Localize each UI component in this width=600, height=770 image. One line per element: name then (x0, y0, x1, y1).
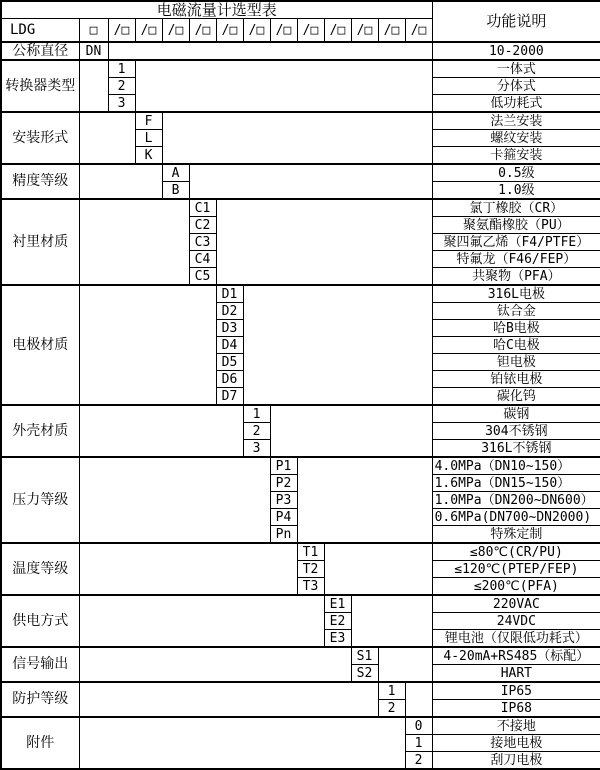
code-cell: C2 (189, 217, 216, 234)
function-cell: 铂铱电极 (432, 371, 600, 388)
option-row (1, 457, 600, 475)
code-cell: A (162, 164, 189, 182)
option-row (1, 543, 600, 561)
function-cell: 碳钢 (432, 405, 600, 423)
code-cell: E2 (324, 613, 351, 630)
option-group (1, 405, 600, 457)
function-cell: 0.5级 (432, 164, 600, 182)
left-spacer-cell (79, 285, 216, 405)
code-cell: 2 (108, 78, 135, 95)
code-cell: 2 (405, 752, 432, 770)
left-spacer-cell (79, 647, 351, 682)
code-cell: 0 (405, 717, 432, 735)
right-spacer-cell (405, 682, 432, 717)
function-cell: 220VAC (432, 595, 600, 613)
option-row (1, 285, 600, 303)
left-spacer-cell (79, 457, 270, 543)
option-group (1, 285, 600, 405)
option-group (1, 543, 600, 595)
left-spacer-cell (79, 199, 189, 285)
option-group (1, 199, 600, 285)
code-cell: 2 (378, 700, 405, 718)
code-cell: 3 (108, 95, 135, 113)
left-spacer-cell (79, 543, 297, 595)
code-slot-cell: /□ (270, 19, 297, 43)
category-label: 公称直径 (1, 42, 79, 60)
function-cell: 一体式 (432, 60, 600, 78)
code-cell: 1 (243, 405, 270, 423)
code-slot-cell: /□ (378, 19, 405, 43)
code-cell: T2 (297, 561, 324, 578)
function-cell: 卡箍安装 (432, 147, 600, 165)
function-cell: 共聚物（PFA） (432, 268, 600, 286)
code-cell: T3 (297, 578, 324, 596)
category-label: 衬里材质 (1, 199, 79, 285)
option-row (1, 60, 600, 78)
code-cell: C3 (189, 234, 216, 251)
function-cell: 接地电极 (432, 735, 600, 752)
code-cell: B (162, 182, 189, 200)
code-cell: P4 (270, 509, 297, 526)
code-cell: E1 (324, 595, 351, 613)
right-spacer-cell (270, 405, 432, 457)
function-cell: 刮刀电极 (432, 752, 600, 770)
code-cell: L (135, 130, 162, 147)
function-cell: 低功耗式 (432, 95, 600, 113)
function-cell: 螺纹安装 (432, 130, 600, 147)
table-title: 电磁流量计选型表 (1, 1, 432, 19)
code-cell: 2 (243, 423, 270, 440)
option-group (1, 60, 600, 112)
code-cell: D1 (216, 285, 243, 303)
right-spacer-cell (324, 543, 432, 595)
code-slot-cell: /□ (189, 19, 216, 43)
code-slot-cell: /□ (135, 19, 162, 43)
category-label: 安装形式 (1, 112, 79, 164)
function-cell: 碳化钨 (432, 388, 600, 406)
left-spacer-cell (79, 112, 135, 164)
function-cell: 聚四氟乙烯（F4/PTFE） (432, 234, 600, 251)
code-slot-cell: /□ (162, 19, 189, 43)
code-cell: 3 (243, 440, 270, 458)
function-cell: 法兰安装 (432, 112, 600, 130)
code-cell: Pn (270, 526, 297, 544)
code-cell: K (135, 147, 162, 165)
code-cell: D5 (216, 354, 243, 371)
code-cell: D4 (216, 337, 243, 354)
category-label: 压力等级 (1, 457, 79, 543)
code-cell: 1 (378, 682, 405, 700)
option-row (1, 42, 600, 60)
function-cell: 0.6MPa(DN700~DN2000) (432, 509, 600, 526)
option-group (1, 682, 600, 717)
category-label: 防护等级 (1, 682, 79, 717)
code-slot-cell: /□ (108, 19, 135, 43)
category-label: 信号输出 (1, 647, 79, 682)
code-slot-cell: /□ (324, 19, 351, 43)
left-spacer-cell (79, 682, 378, 717)
option-group (1, 595, 600, 647)
code-slot-cell: /□ (405, 19, 432, 43)
code-cell: C5 (189, 268, 216, 286)
function-cell: IP65 (432, 682, 600, 700)
code-cell: D3 (216, 320, 243, 337)
function-cell: 分体式 (432, 78, 600, 95)
function-cell: 钛合金 (432, 303, 600, 320)
code-cell: C4 (189, 251, 216, 268)
left-spacer-cell (79, 595, 324, 647)
function-cell: 4-20mA+RS485（标配） (432, 647, 600, 665)
option-group (1, 457, 600, 543)
code-slot-cell: /□ (243, 19, 270, 43)
code-cell: C1 (189, 199, 216, 217)
title-row (1, 1, 600, 19)
function-cell: 10-2000 (432, 42, 600, 60)
code-cell: S2 (351, 665, 378, 683)
function-column-header: 功能说明 (432, 1, 600, 42)
function-cell: 1.0级 (432, 182, 600, 200)
category-label: 电极材质 (1, 285, 79, 405)
option-group (1, 647, 600, 682)
right-spacer-cell (135, 60, 432, 112)
function-cell: 316L不锈钢 (432, 440, 600, 458)
function-cell: IP68 (432, 700, 600, 718)
function-cell: 特氟龙（F46/FEP） (432, 251, 600, 268)
right-spacer-cell (216, 199, 432, 285)
category-label: 外壳材质 (1, 405, 79, 457)
right-spacer-cell (189, 164, 432, 199)
option-row (1, 112, 600, 130)
category-label: 供电方式 (1, 595, 79, 647)
code-slot-cell: /□ (351, 19, 378, 43)
option-row (1, 164, 600, 182)
model-prefix-cell: LDG (1, 19, 79, 43)
function-cell: 316L电极 (432, 285, 600, 303)
function-cell: 1.0MPa（DN200~DN600） (432, 492, 600, 509)
code-cell: E3 (324, 630, 351, 648)
option-row (1, 647, 600, 665)
code-cell: P2 (270, 475, 297, 492)
left-spacer-cell (79, 405, 243, 457)
left-spacer-cell (79, 60, 108, 112)
function-cell: 哈B电极 (432, 320, 600, 337)
category-label: 温度等级 (1, 543, 79, 595)
category-label: 附件 (1, 717, 79, 769)
function-cell: 4.0MPa（DN10~150） (432, 457, 600, 475)
function-cell: ≤200℃(PFA) (432, 578, 600, 596)
function-cell: 锂电池（仅限低功耗式） (432, 630, 600, 648)
function-cell: 1.6MPa（DN15~150） (432, 475, 600, 492)
right-spacer-cell (162, 112, 432, 164)
code-cell: S1 (351, 647, 378, 665)
code-slot-cell: /□ (216, 19, 243, 43)
right-spacer-cell (243, 285, 432, 405)
code-slot-cell: /□ (297, 19, 324, 43)
right-spacer-cell (297, 457, 432, 543)
function-cell: ≤80℃(CR/PU) (432, 543, 600, 561)
function-cell: 哈C电极 (432, 337, 600, 354)
code-cell: 1 (405, 735, 432, 752)
category-label: 精度等级 (1, 164, 79, 199)
code-cell: D7 (216, 388, 243, 406)
code-cell: 1 (108, 60, 135, 78)
function-cell: HART (432, 665, 600, 683)
right-spacer-cell (108, 42, 432, 60)
function-cell: 聚氨酯橡胶（PU） (432, 217, 600, 234)
option-row (1, 595, 600, 613)
left-spacer-cell (79, 717, 405, 769)
option-group (1, 112, 600, 164)
code-cell: D2 (216, 303, 243, 320)
function-cell: 24VDC (432, 613, 600, 630)
code-cell: P1 (270, 457, 297, 475)
right-spacer-cell (351, 595, 432, 647)
code-cell: P3 (270, 492, 297, 509)
code-cell: DN (79, 42, 108, 60)
code-cell: D6 (216, 371, 243, 388)
option-group (1, 42, 600, 60)
function-cell: 特殊定制 (432, 526, 600, 544)
code-cell: F (135, 112, 162, 130)
option-group (1, 717, 600, 769)
option-row (1, 682, 600, 700)
option-row (1, 405, 600, 423)
code-cell: T1 (297, 543, 324, 561)
function-cell: 304不锈钢 (432, 423, 600, 440)
function-cell: 氯丁橡胶（CR） (432, 199, 600, 217)
code-box-cell: □ (79, 19, 108, 43)
right-spacer-cell (378, 647, 432, 682)
function-cell: ≤120℃(PTEP/FEP) (432, 561, 600, 578)
function-cell: 钽电极 (432, 354, 600, 371)
left-spacer-cell (79, 164, 162, 199)
function-cell: 不接地 (432, 717, 600, 735)
category-label: 转换器类型 (1, 60, 79, 112)
option-row (1, 199, 600, 217)
option-row (1, 717, 600, 735)
option-group (1, 164, 600, 199)
